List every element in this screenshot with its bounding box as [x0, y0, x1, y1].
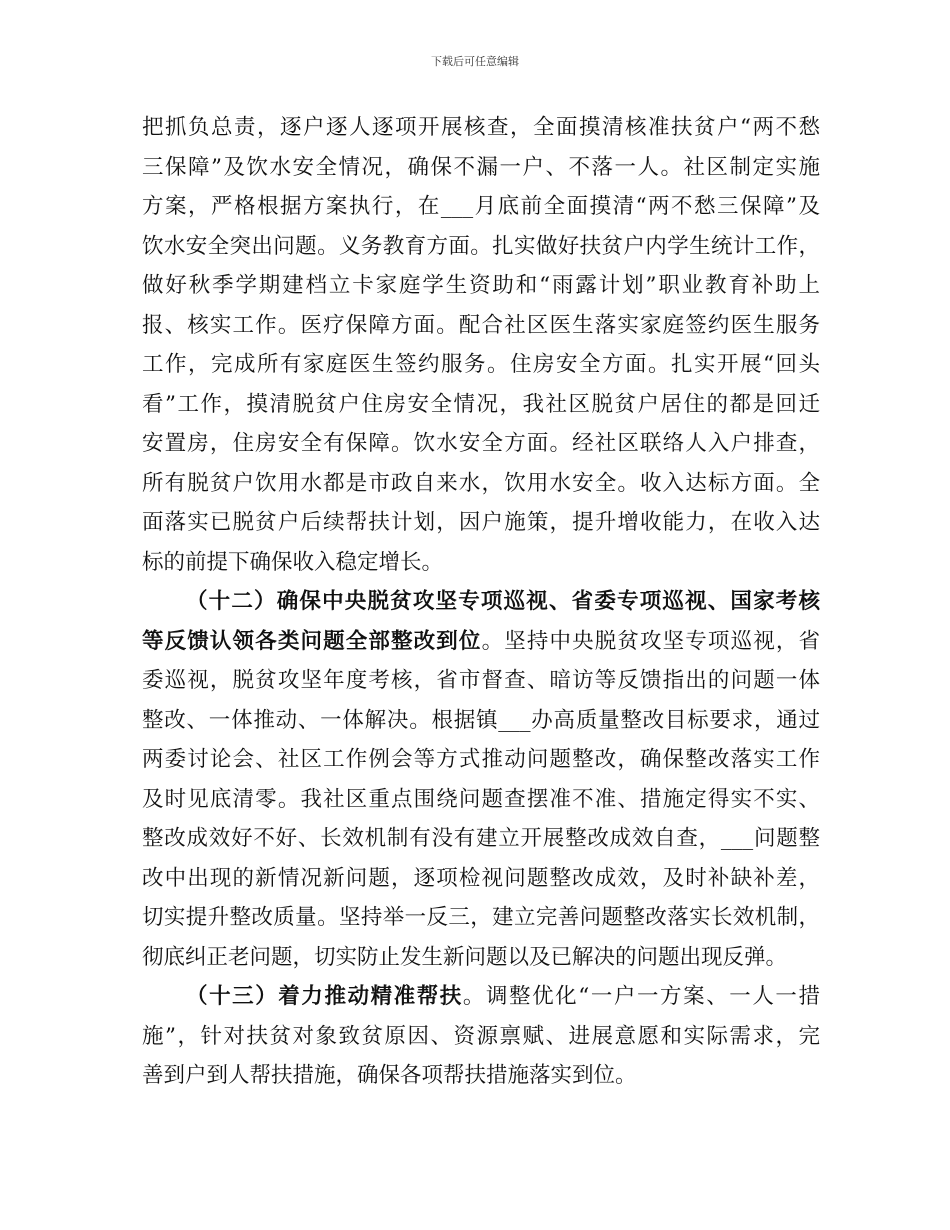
text-line: 方案，严格根据方案执行，在___月底前全面摸清“两不愁三保障”及: [142, 194, 820, 219]
text-line: 委巡视，脱贫攻坚年度考核，省市督查、暗访等反馈指出的问题一体: [142, 668, 820, 693]
text-line: 整改、一体推动、一体解决。根据镇___办高质量整改目标要求，通过: [142, 707, 820, 733]
section-heading-12-cont: 等反馈认领各类问题全部整改到位: [142, 628, 482, 654]
text-line: 两委讨论会、社区工作例会等方式推动问题整改，确保整改落实工作: [142, 747, 820, 772]
text-line: 三保障”及饮水安全情况，确保不漏一户、不落一人。社区制定实施: [142, 154, 820, 180]
text-line: 及时见底清零。我社区重点围绕问题查摆准不准、措施定得实不实、: [142, 786, 820, 812]
text-line: 善到户到人帮扶措施，确保各项帮扶措施落实到位。: [142, 1063, 637, 1088]
text-line: 整改成效好不好、长效机制有没有建立开展整改成效自查，___问题整: [142, 826, 820, 851]
text-line: 改中出现的新情况新问题，逐项检视问题整改成效，及时补缺补差，: [142, 865, 820, 891]
text-line: 安置房，住房安全有保障。饮水安全方面。经社区联络人入户排查，: [142, 431, 820, 456]
section-heading-12: （十二）确保中央脱贫攻坚专项巡视、省委专项巡视、国家考核: [186, 589, 820, 614]
text-line: 彻底纠正老问题，切实防止发生新问题以及已解决的问题出现反弹。: [142, 944, 788, 970]
page-header: 下载后可任意编辑: [431, 55, 519, 68]
section-heading-13: （十三）着力推动精准帮扶: [186, 984, 463, 1009]
text-line: 做好秋季学期建档立卡家庭学生资助和“雨露计划”职业教育补助上: [142, 273, 820, 298]
paragraph: [142, 108, 820, 582]
paragraph: [142, 977, 820, 1096]
document-body: [142, 108, 820, 1096]
text-line: 标的前提下确保收入稳定增长。: [142, 549, 444, 575]
text-line: 把抓负总责，逐户逐人逐项开展核查，全面摸清核准扶贫户“两不愁: [142, 115, 820, 140]
paragraph: [142, 582, 820, 977]
text-span: 。坚持中央脱贫攻坚专项巡视，省: [481, 628, 820, 654]
text-span: 。调整优化“一户一方案、一人一措: [462, 984, 820, 1009]
text-line: 所有脱贫户饮用水都是市政自来水，饮用水安全。收入达标方面。全: [142, 470, 820, 496]
text-line: 饮水安全突出问题。义务教育方面。扎实做好扶贫户内学生统计工作，: [142, 233, 820, 259]
text-line: 面落实已脱贫户后续帮扶计划，因户施策，提升增收能力，在收入达: [142, 510, 820, 535]
text-line: 看”工作，摸清脱贫户住房安全情况，我社区脱贫户居住的都是回迁: [142, 391, 820, 417]
text-line: 报、核实工作。医疗保障方面。配合社区医生落实家庭签约医生服务: [142, 312, 820, 338]
text-line: 施”，针对扶贫对象致贫原因、资源禀赋、进展意愿和实际需求，完: [142, 1023, 820, 1049]
text-line: 切实提升整改质量。坚持举一反三，建立完善问题整改落实长效机制，: [142, 905, 820, 930]
text-line: [142, 977, 820, 1017]
text-line: [142, 622, 820, 662]
text-line: 工作，完成所有家庭医生签约服务。住房安全方面。扎实开展“回头: [142, 352, 820, 377]
